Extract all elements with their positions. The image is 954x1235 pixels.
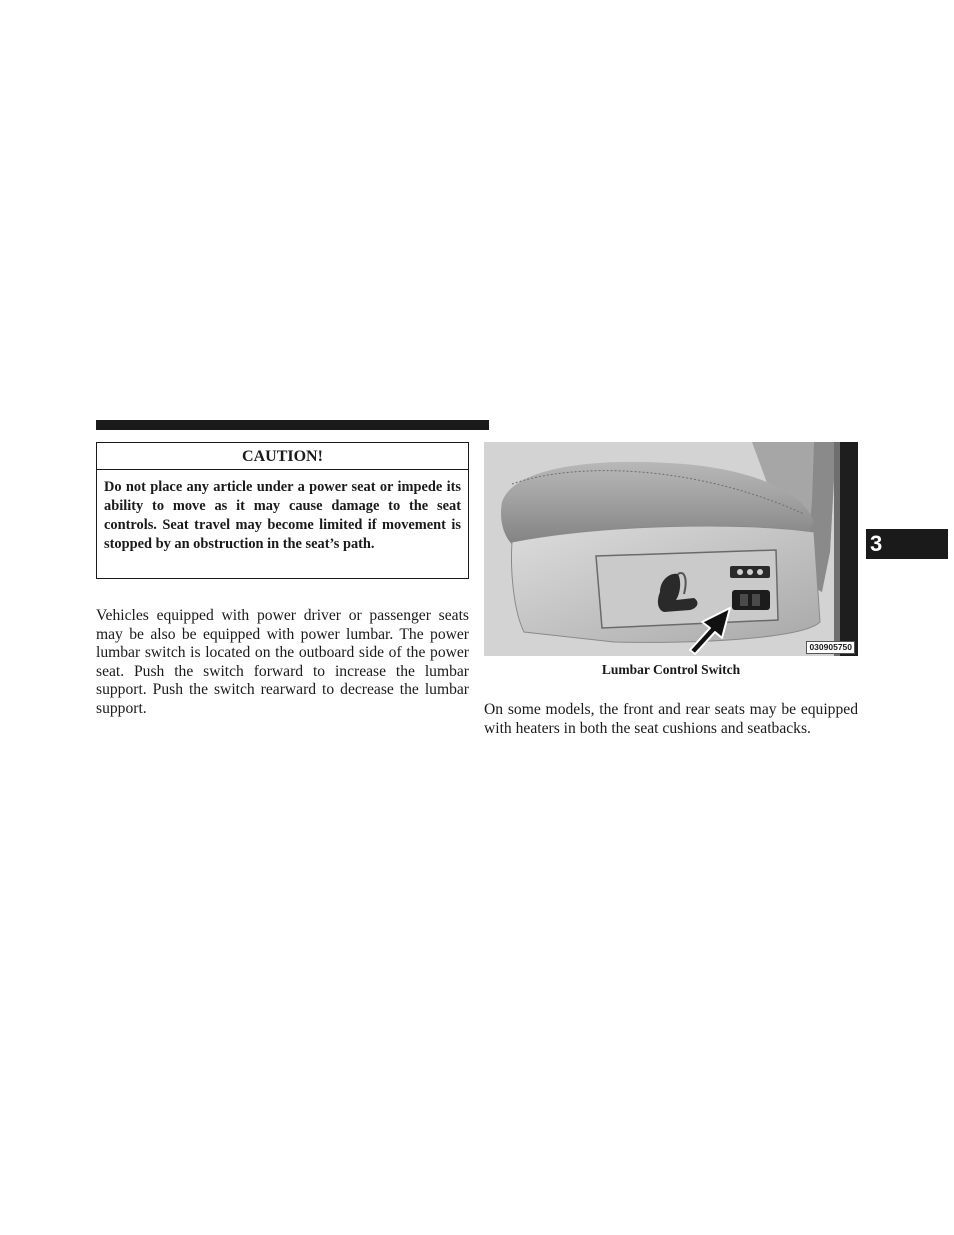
figure-code: 030905750 <box>806 641 855 654</box>
caution-text: Do not place any article under a power seat or impede its ability to move as it may cause damage to the seat controls. Seat travel may become limited if movement is stopped by an obstruction in the seat’s path. <box>104 479 461 552</box>
lumbar-switch-illustration <box>484 442 858 656</box>
figure-caption: Lumbar Control Switch <box>601 662 741 677</box>
section-rule <box>96 420 489 430</box>
chapter-number: 3 <box>870 531 883 556</box>
power-lumbar-paragraph: Vehicles equipped with power driver or passenger seats may be also be equipped with power lumbar. The power lumbar switch is located on the outboard side of the power seat. Push the switch forward to increase the lumbar support. Push the switch rearward to decrease the lumbar support. <box>96 607 469 717</box>
seat-drawing <box>484 442 858 656</box>
chapter-tab <box>866 529 948 559</box>
caution-title: CAUTION! <box>97 443 468 470</box>
caution-box <box>96 442 469 579</box>
seat-heaters-paragraph: On some models, the front and rear seats may be equipped with heaters in both the seat cushions and seatbacks. <box>484 701 858 737</box>
